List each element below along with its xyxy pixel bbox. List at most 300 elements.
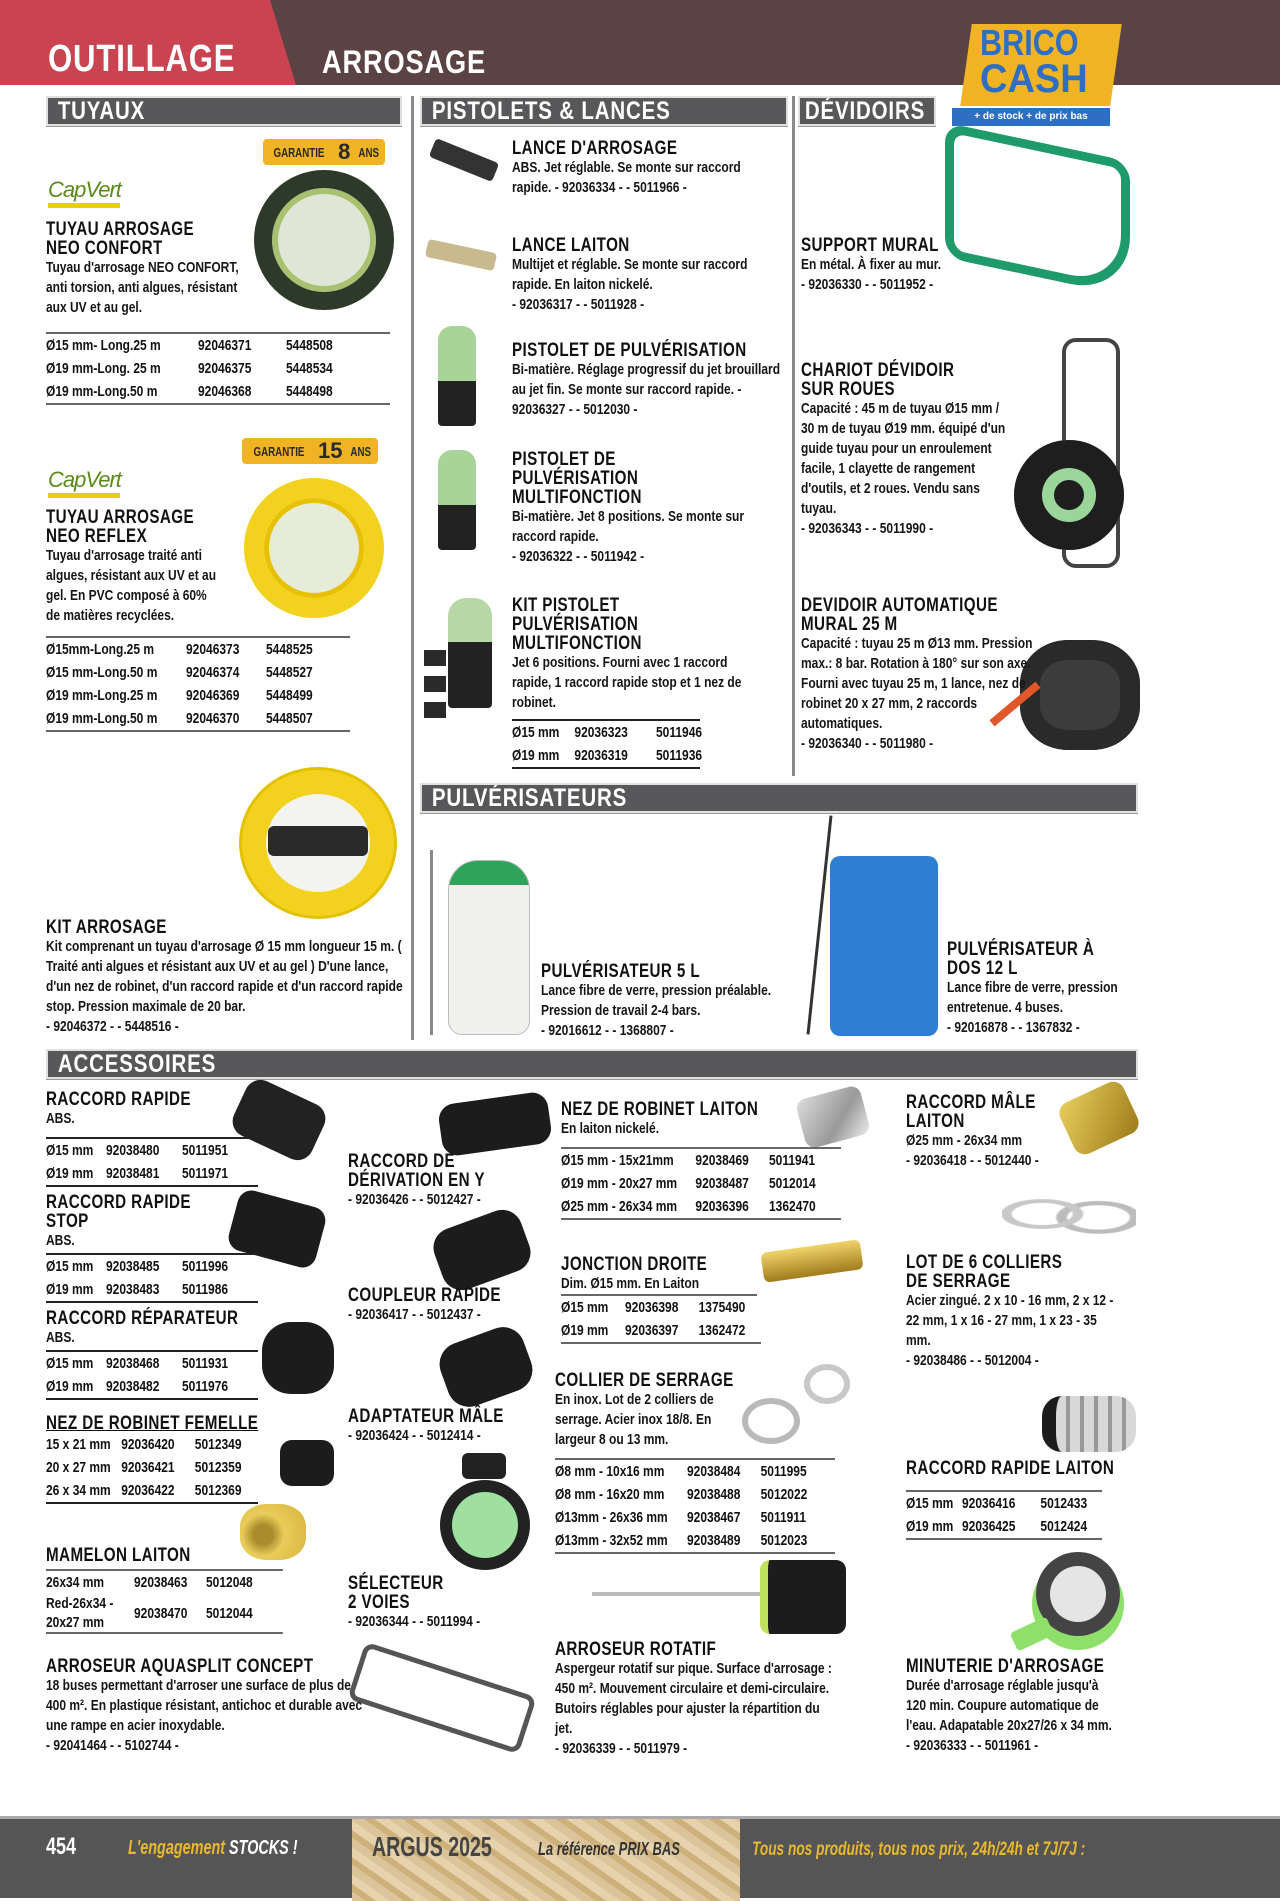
product-table	[46, 1253, 258, 1303]
section-title: PULVÉRISATEURS	[431, 784, 628, 812]
code-cell: 5011946	[656, 724, 703, 741]
section-title: PISTOLETS & LANCES	[431, 97, 671, 125]
product-image-pulverisateur-dos	[830, 856, 938, 1036]
product-image-pistolet	[438, 326, 476, 426]
product-reference: - 92016612 - - 1368807 -	[541, 1022, 674, 1039]
badge-years: 15	[317, 438, 343, 463]
product-description: Jet 6 positions. Fourni avec 1 raccord rapide, 1 raccord rapide stop et 1 nez de robinet.	[512, 654, 742, 711]
product-reference: - 92036333 - - 5011961 -	[906, 1737, 1039, 1754]
product-pistolet-pulverisation	[512, 341, 790, 420]
size-cell: Ø13mm - 32x52 mm	[555, 1532, 668, 1549]
reference-cell: 92036425	[962, 1518, 1016, 1535]
reference-cell: 92036319	[574, 747, 628, 764]
product-adaptateur-male	[348, 1407, 548, 1446]
size-cell: Ø15 mm	[561, 1299, 609, 1316]
reference-cell: 92036420	[121, 1436, 175, 1453]
code-cell: 5448527	[266, 664, 313, 681]
argus-panel	[352, 1819, 740, 1901]
product-lot-colliers	[906, 1253, 1136, 1371]
warranty-badge	[263, 139, 385, 165]
reference-cell: 92038481	[106, 1165, 160, 1182]
product-collier-serrage	[555, 1371, 855, 1554]
product-description: Tuyau d'arrosage NEO CONFORT, anti torsion, anti algues, résistant aux UV et au gel.	[46, 259, 239, 316]
product-raccord-male-laiton	[906, 1093, 1086, 1171]
reference-cell: 92036396	[695, 1198, 749, 1215]
table-row	[561, 1195, 841, 1218]
size-cell: Ø19 mm - 20x27 mm	[561, 1175, 678, 1192]
product-reference: - 92036334 - - 5011966 -	[554, 179, 687, 196]
reference-cell: 92046370	[186, 710, 240, 727]
code-cell: 5012048	[206, 1574, 253, 1591]
code-cell: 5012359	[194, 1459, 242, 1476]
product-kit-pistolet	[512, 596, 772, 769]
table-row	[555, 1529, 835, 1552]
product-title: RACCORD RAPIDE LAITON	[906, 1458, 1115, 1479]
product-image-adaptateur-male	[433, 1321, 538, 1413]
code-cell: 5011951	[182, 1142, 229, 1159]
product-raccord-rapide-stop	[46, 1193, 252, 1303]
product-lance-arrosage	[512, 139, 782, 198]
product-reference: - 92036343 - - 5011990 -	[801, 520, 934, 537]
reference-cell: 92038487	[695, 1175, 749, 1192]
reference-cell: 92038480	[106, 1142, 160, 1159]
product-image-raccord-rapide-laiton	[1042, 1396, 1136, 1452]
size-cell: Ø19 mm-Long.50 m	[46, 383, 158, 400]
product-title: PULVÉRISATEUR 5 L	[541, 961, 701, 982]
product-reference: - 92036417 - - 5012437 -	[348, 1306, 481, 1323]
table-row	[46, 1479, 258, 1502]
table-row	[46, 1139, 258, 1162]
logo-text-cash: CASH	[980, 57, 1088, 101]
product-title: TUYAU ARROSAGE NEO REFLEX	[46, 507, 195, 547]
product-reference: - 92036340 - - 5011980 -	[801, 735, 934, 752]
logo-text-brico: BRICO	[980, 22, 1079, 63]
product-description: Lance fibre de verre, pression préalable. Pression de travail 2-4 bars.	[541, 982, 772, 1019]
size-cell: Ø15 mm	[46, 1258, 94, 1275]
code-cell: 5448499	[266, 687, 313, 704]
section-header-accessoires	[46, 1049, 1138, 1079]
table-row	[46, 661, 350, 684]
product-title: LANCE LAITON	[512, 235, 630, 256]
product-title: RACCORD RÉPARATEUR	[46, 1308, 239, 1329]
code-cell: 5012023	[760, 1532, 808, 1549]
product-title: RACCORD RAPIDE	[46, 1089, 191, 1110]
code-cell: 5011986	[182, 1281, 229, 1298]
size-cell: Ø8 mm - 10x16 mm	[555, 1463, 665, 1480]
code-cell: 5448525	[266, 641, 313, 658]
warranty-badge	[242, 438, 378, 464]
size-cell: Ø15 mm - 15x21mm	[561, 1152, 674, 1169]
reference-cell: 92036323	[574, 724, 628, 741]
code-cell: 1362472	[698, 1322, 746, 1339]
product-arroseur-rotatif	[555, 1640, 835, 1759]
reference-cell: 92038485	[106, 1258, 160, 1275]
reference-cell: 92038463	[134, 1574, 188, 1591]
table-row	[561, 1296, 761, 1319]
product-table	[46, 636, 350, 732]
badge-years: 8	[338, 139, 351, 164]
product-description: Tuyau d'arrosage traité anti algues, résistant aux UV et au gel. En PVC composé à 60% de matières recyclées.	[46, 547, 217, 624]
product-description: ABS.	[46, 1110, 75, 1127]
product-image-pulverisateur-5l	[448, 860, 530, 1035]
table-row	[46, 1375, 258, 1398]
logo-tagline: + de stock + de prix bas	[952, 108, 1110, 126]
reference-cell: 92036398	[625, 1299, 679, 1316]
size-cell: Ø19 mm	[906, 1518, 954, 1535]
size-cell: 15 x 21 mm	[46, 1436, 111, 1453]
product-title: ARROSEUR AQUASPLIT CONCEPT	[46, 1656, 314, 1677]
table-row	[46, 1571, 283, 1594]
argus-subtitle: La référence PRIX BAS	[538, 1839, 680, 1859]
table-row	[512, 721, 703, 744]
product-title: PISTOLET DE PULVÉRISATION	[512, 340, 747, 361]
page-number: 454	[46, 1833, 77, 1860]
product-description: En laiton nickelé.	[561, 1120, 660, 1137]
product-image-pulverisateur-dos-lance	[807, 815, 833, 1034]
product-description: ABS.	[46, 1232, 75, 1249]
product-title: TUYAU ARROSAGE NEO CONFORT	[46, 219, 195, 259]
product-description: Capacité : tuyau 25 m Ø13 mm. Pression max.: 8 bar. Rotation à 180° sur son axe. Fourni avec tuyau 25 m, 1 lance, nez de robinet 20 x 27 mm, 2 raccords automatiques.	[801, 635, 1033, 732]
product-table	[512, 719, 703, 769]
table-row	[46, 638, 350, 661]
size-cell: Ø15 mm-Long.50 m	[46, 664, 158, 681]
code-cell: 5011996	[182, 1258, 229, 1275]
product-image-selecteur-top	[462, 1453, 506, 1479]
page-footer	[0, 1816, 1280, 1898]
size-cell: Ø15 mm	[512, 724, 560, 741]
product-reference: - 92036330 - - 5011952 -	[801, 276, 934, 293]
table-row	[46, 1162, 258, 1185]
column-divider	[792, 96, 795, 776]
product-description: Lance fibre de verre, pression entretenue. 4 buses.	[947, 979, 1118, 1016]
code-cell: 1375490	[698, 1299, 746, 1316]
product-reference: - 92041464 - - 5102744 -	[46, 1737, 179, 1754]
reference-cell: 92038470	[134, 1604, 188, 1622]
table-row	[561, 1149, 841, 1172]
product-title: RACCORD MÂLE LAITON	[906, 1092, 1036, 1132]
product-table	[906, 1490, 1102, 1540]
product-raccord-derivation-y	[348, 1152, 548, 1210]
section-header-pulverisateurs	[420, 783, 1138, 813]
brico-cash-logo	[952, 24, 1130, 128]
product-description: Bi-matière. Réglage progressif du jet brouillard au jet fin. Se monte sur raccord rapide.	[512, 361, 781, 398]
badge-unit: ANS	[358, 144, 380, 160]
product-raccord-rapide-laiton	[906, 1459, 1146, 1540]
section-header-pistolets	[420, 96, 788, 126]
product-pulverisateur-dos	[947, 940, 1137, 1038]
product-title: RACCORD RAPIDE STOP	[46, 1192, 191, 1232]
footer-slogan	[128, 1837, 298, 1860]
product-image-kit-accessories	[268, 826, 368, 856]
reference-cell: 92046368	[198, 383, 252, 400]
brand-logo-capvert: CapVert	[48, 468, 120, 498]
size-cell: Ø19 mm	[46, 1165, 94, 1182]
reference-cell: 92038489	[687, 1532, 741, 1549]
code-cell: 5012014	[769, 1175, 816, 1192]
product-image-chariot-reel	[1014, 440, 1124, 550]
product-table	[561, 1296, 761, 1344]
product-reference: - 92036317 - - 5011928 -	[512, 296, 645, 313]
product-description: En inox. Lot de 2 colliers de serrage. Acier inox 18/8. En largeur 8 ou 13 mm.	[555, 1391, 714, 1448]
size-cell: Ø19 mm-Long.50 m	[46, 710, 158, 727]
product-coupleur-rapide	[348, 1286, 548, 1325]
table-row	[555, 1483, 835, 1506]
size-cell: 26x34 mm	[46, 1574, 105, 1591]
product-title: KIT PISTOLET PULVÉRISATION MULTIFONCTION	[512, 595, 642, 654]
product-nez-robinet-laiton	[561, 1100, 851, 1220]
size-cell: Red-26x34 - 20x27 mm	[46, 1595, 114, 1631]
code-cell: 5012369	[194, 1482, 242, 1499]
reference-cell: 92046371	[198, 337, 252, 354]
code-cell: 5012349	[194, 1436, 242, 1453]
code-cell: 1362470	[769, 1198, 816, 1215]
reference-cell: 92038483	[106, 1281, 160, 1298]
slogan-strong: STOCKS !	[229, 1837, 298, 1859]
table-row	[46, 684, 350, 707]
product-table	[46, 1433, 258, 1504]
product-reference: - 92036426 - - 5012427 -	[348, 1191, 481, 1208]
table-row	[555, 1460, 835, 1483]
code-cell: 5011976	[182, 1378, 229, 1395]
product-table	[555, 1458, 835, 1554]
reference-cell: 92036416	[962, 1495, 1016, 1512]
table-row	[561, 1172, 841, 1195]
size-cell: 20 x 27 mm	[46, 1459, 111, 1476]
product-mamelon-laiton	[46, 1546, 284, 1634]
code-cell: 5448534	[286, 360, 333, 377]
size-cell: Ø25 mm - 26x34 mm	[561, 1198, 678, 1215]
product-table	[561, 1147, 841, 1220]
reference-cell: 92038488	[687, 1486, 741, 1503]
code-cell: 5011995	[760, 1463, 807, 1480]
product-neo-confort	[46, 220, 390, 405]
product-pulverisateur-5l	[541, 962, 801, 1041]
size-cell: Ø8 mm - 16x20 mm	[555, 1486, 665, 1503]
product-description: Bi-matière. Jet 8 positions. Se monte sur raccord rapide.	[512, 508, 745, 545]
reference-cell: 92038469	[695, 1152, 749, 1169]
product-devidoir-automatique	[801, 596, 1041, 754]
product-title: NEZ DE ROBINET LAITON	[561, 1099, 759, 1120]
footer-tagline: Tous nos produits, tous nos prix, 24h/24h et 7J/7J :	[752, 1839, 1086, 1860]
product-title: PULVÉRISATEUR À DOS 12 L	[947, 939, 1095, 979]
code-cell: 5012022	[760, 1486, 808, 1503]
product-support-mural	[801, 236, 1001, 295]
table-row	[46, 357, 390, 380]
column-divider	[411, 96, 414, 1040]
product-table	[46, 1137, 258, 1187]
product-pistolet-multifonction	[512, 450, 772, 567]
product-neo-reflex	[46, 508, 366, 732]
product-image-lot-colliers	[1002, 1180, 1136, 1248]
code-cell: 5011941	[769, 1152, 816, 1169]
table-row	[46, 1352, 258, 1375]
size-cell: Ø19 mm-Long. 25 m	[46, 360, 161, 377]
product-description: En métal. À fixer au mur.	[801, 256, 942, 273]
product-description: Ø25 mm - 26x34 mm	[906, 1132, 1023, 1149]
reference-cell: 92038482	[106, 1378, 160, 1395]
product-image-arroseur-aquasplit	[347, 1642, 537, 1755]
badge-unit: ANS	[350, 443, 372, 459]
product-description: 18 buses permettant d'arroser une surface de plus de 400 m². En plastique résistant, antichoc et durable avec une rampe en acier inoxydable.	[46, 1677, 363, 1734]
product-title: ARROSEUR ROTATIF	[555, 1639, 717, 1660]
reference-cell: 92036422	[121, 1482, 175, 1499]
reference-cell: 92038484	[687, 1463, 741, 1480]
reference-cell: 92038468	[106, 1355, 160, 1372]
code-cell: 5012433	[1040, 1495, 1088, 1512]
size-cell: Ø15 mm	[46, 1355, 94, 1372]
header-section-title: OUTILLAGE	[48, 38, 236, 80]
product-description: Multijet et réglable. Se monte sur raccord rapide. En laiton nickelé.	[512, 256, 748, 293]
product-image-coupleur-rapide	[428, 1204, 536, 1296]
table-row	[46, 334, 390, 357]
code-cell: 5448498	[286, 383, 333, 400]
code-cell: 5448507	[266, 710, 313, 727]
product-image-kit-raccords	[424, 650, 446, 718]
size-cell: 26 x 34 mm	[46, 1482, 111, 1499]
slogan-text: L'engagement	[128, 1837, 226, 1859]
table-row	[46, 1255, 258, 1278]
product-reference: - 92038486 - - 5012004 -	[906, 1352, 1039, 1369]
product-title: CHARIOT DÉVIDOIR SUR ROUES	[801, 360, 955, 400]
product-title: LANCE D'ARROSAGE	[512, 138, 678, 159]
size-cell: Ø19 mm-Long.25 m	[46, 687, 158, 704]
code-cell: 5012044	[206, 1604, 253, 1622]
product-table	[46, 1350, 258, 1400]
product-title: PISTOLET DE PULVÉRISATION MULTIFONCTION	[512, 449, 642, 508]
size-cell: Ø13mm - 26x36 mm	[555, 1509, 668, 1526]
product-reference: - 92046372 - - 5448516 -	[46, 1018, 179, 1035]
product-image-minuterie-raccord	[1010, 1616, 1055, 1651]
product-title: ADAPTATEUR MÂLE	[348, 1406, 504, 1427]
product-title: LOT DE 6 COLLIERS DE SERRAGE	[906, 1252, 1063, 1292]
badge-label: GARANTIE	[253, 443, 305, 459]
product-image-kit-pistolet	[448, 598, 492, 708]
product-title: NEZ DE ROBINET FEMELLE	[46, 1413, 259, 1434]
product-reference: - 92016878 - - 1367832 -	[947, 1019, 1080, 1036]
size-cell: Ø15mm-Long.25 m	[46, 641, 155, 658]
code-cell: 5012424	[1040, 1518, 1088, 1535]
size-cell: Ø19 mm	[512, 747, 560, 764]
section-header-devidoirs	[798, 96, 936, 126]
size-cell: Ø15 mm	[46, 1142, 94, 1159]
table-row	[46, 707, 350, 730]
reference-cell: 92046369	[186, 687, 240, 704]
product-title: DEVIDOIR AUTOMATIQUE MURAL 25 M	[801, 595, 998, 635]
product-description: ABS.	[46, 1329, 75, 1346]
product-table	[46, 1569, 283, 1634]
size-cell: Ø19 mm	[46, 1378, 94, 1395]
product-table	[46, 332, 390, 405]
reference-cell: 92038467	[687, 1509, 741, 1526]
product-reference: - 92036418 - - 5012440 -	[906, 1152, 1039, 1169]
table-row	[512, 744, 703, 767]
product-reference: - 92036339 - - 5011979 -	[555, 1740, 688, 1757]
product-reference: - 92036424 - - 5012414 -	[348, 1427, 481, 1444]
size-cell: Ø19 mm	[46, 1281, 94, 1298]
size-cell: Ø19 mm	[561, 1322, 609, 1339]
code-cell: 5448508	[286, 337, 333, 354]
product-title: SÉLECTEUR 2 VOIES	[348, 1573, 444, 1613]
table-row	[906, 1515, 1102, 1538]
reference-cell: 92046374	[186, 664, 240, 681]
table-row	[555, 1506, 835, 1529]
code-cell: 5011936	[656, 747, 703, 764]
table-row	[906, 1492, 1102, 1515]
product-image-selecteur-2-voies	[440, 1480, 530, 1570]
product-image-jonction-droite	[760, 1239, 863, 1283]
product-selecteur-2-voies	[348, 1574, 548, 1632]
section-title: ACCESSOIRES	[57, 1050, 217, 1078]
product-kit-arrosage	[46, 918, 408, 1037]
product-description: ABS. Jet réglable. Se monte sur raccord rapide.	[512, 159, 741, 196]
product-title: JONCTION DROITE	[561, 1254, 708, 1275]
product-reference: - 92036344 - - 5011994 -	[348, 1613, 481, 1630]
badge-label: GARANTIE	[273, 144, 325, 160]
table-row	[561, 1319, 761, 1342]
product-description: Durée d'arrosage réglable jusqu'à 120 min. Coupure automatique de l'eau. Adapatable 20x27/26 x 34 mm.	[906, 1677, 1112, 1734]
product-title: MAMELON LAITON	[46, 1545, 191, 1566]
product-title: SUPPORT MURAL	[801, 235, 939, 256]
product-jonction-droite	[561, 1255, 761, 1344]
product-lance-laiton	[512, 236, 782, 315]
product-title: MINUTERIE D'ARROSAGE	[906, 1656, 1105, 1677]
size-cell: Ø15 mm	[906, 1495, 954, 1512]
table-row	[46, 1594, 283, 1632]
product-image-lance-laiton	[425, 239, 497, 271]
product-title: KIT ARROSAGE	[46, 917, 167, 938]
table-row	[46, 1456, 258, 1479]
reference-cell: 92036421	[121, 1459, 175, 1476]
code-cell: 5011971	[182, 1165, 229, 1182]
reference-cell: 92036397	[625, 1322, 679, 1339]
code-cell: 5011931	[182, 1355, 229, 1372]
product-raccord-reparateur	[46, 1309, 296, 1400]
size-cell: Ø15 mm- Long.25 m	[46, 337, 161, 354]
section-title: TUYAUX	[57, 97, 146, 125]
product-title: RACCORD DE DÉRIVATION EN Y	[348, 1151, 485, 1191]
section-title: DÉVIDOIRS	[804, 97, 926, 125]
product-title: COLLIER DE SERRAGE	[555, 1370, 734, 1391]
product-description: Dim. Ø15 mm. En Laiton	[561, 1274, 757, 1296]
product-description: Acier zingué. 2 x 10 - 16 mm, 2 x 12 - 22 mm, 1 x 16 - 27 mm, 1 x 23 - 35 mm.	[906, 1292, 1114, 1349]
product-image-raccord-derivation-y	[437, 1091, 553, 1158]
product-description: Capacité : 45 m de tuyau Ø15 mm / 30 m de tuyau Ø19 mm. équipé d'un guide tuyau pour un enroulement facile, 1 clayette de rangement d'outils, et 2 roues. Vendu sans tuyau.	[801, 400, 1006, 517]
brand-logo-capvert: CapVert	[48, 178, 120, 208]
product-image-pulverisateur-lance	[430, 850, 433, 1035]
product-reference: - 92036322 - - 5011942 -	[512, 548, 645, 565]
table-row	[46, 1433, 258, 1456]
reference-cell: 92046373	[186, 641, 240, 658]
product-raccord-rapide	[46, 1090, 286, 1187]
product-arroseur-aquasplit	[46, 1657, 366, 1756]
product-chariot-devidoir	[801, 361, 1011, 539]
header-category-title: ARROSAGE	[322, 44, 486, 80]
product-nez-robinet-femelle	[46, 1414, 336, 1504]
product-image-lance-arrosage	[429, 138, 500, 182]
product-reference: - 92036327 - - 5012030 -	[512, 381, 742, 418]
product-minuterie	[906, 1657, 1136, 1756]
product-image-arroseur-rotatif-pique	[592, 1592, 762, 1596]
section-header-tuyaux	[46, 96, 402, 126]
product-description: Aspergeur rotatif sur pique. Surface d'arrosage : 450 m². Mouvement circulaire et demi-circulaire. Butoirs réglables pour ajuster la répartition du jet.	[555, 1660, 832, 1737]
table-row	[46, 380, 390, 403]
product-image-pistolet-multifonction	[438, 450, 476, 550]
reference-cell: 92046375	[198, 360, 252, 377]
product-title: COUPLEUR RAPIDE	[348, 1285, 501, 1306]
code-cell: 5011911	[760, 1509, 806, 1526]
table-row	[46, 1278, 258, 1301]
product-image-arroseur-rotatif	[760, 1560, 846, 1634]
